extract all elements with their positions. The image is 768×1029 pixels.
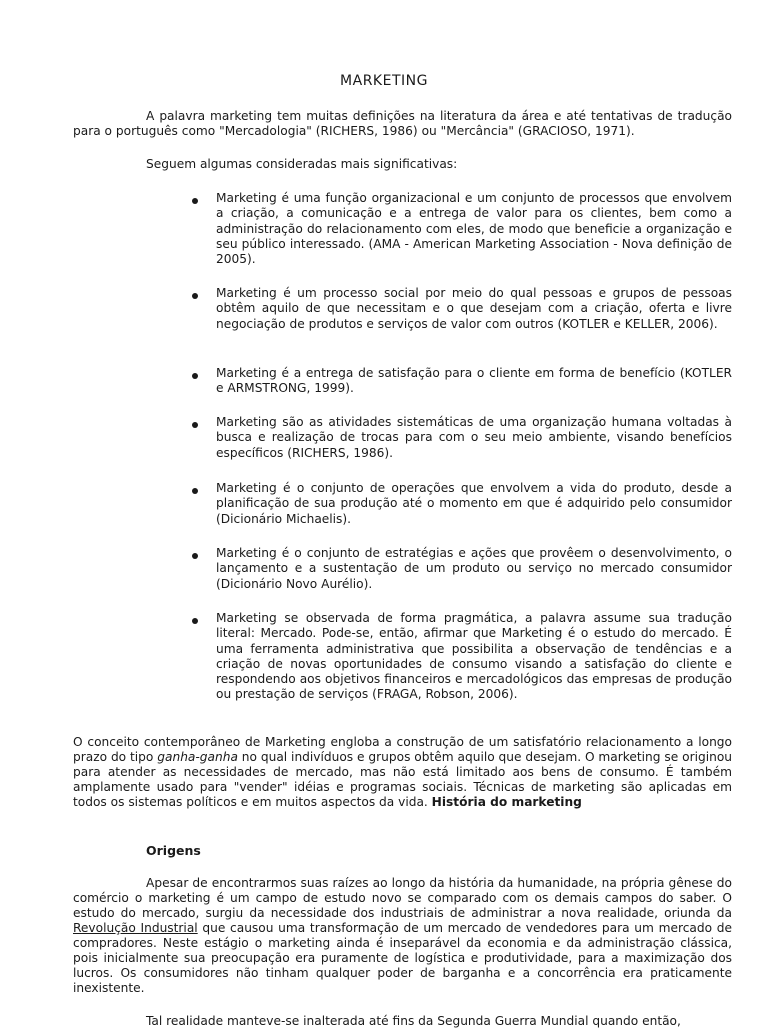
bullet-item-3: Marketing é a entrega de satisfação para o cliente em forma de benefício (KOTLER e ARMSTRONG, 1999). — [216, 366, 732, 396]
history-heading: História do marketing — [431, 795, 582, 809]
bullet-dot — [192, 293, 198, 299]
bullet-item-2: Marketing é um processo social por meio do qual pessoas e grupos de pessoas obtêm aquilo de que necessitam e o que desejam com a criação, oferta e livre negociação de produtos e serviços de valor com outros (KOTLER e KELLER, 2006). — [216, 286, 732, 331]
origens-text-1: Apesar de encontrarmos suas raízes ao longo da história da humanidade, na própria gênese do comércio o marketing é um campo de estudo novo se comparado com os demais campos do saber. O estudo do mercado, surgiu da necessidade dos industriais de administrar a nova realidade, oriunda da — [73, 876, 732, 920]
bullet-item-4: Marketing são as atividades sistemáticas de uma organização humana voltadas à busca e realização de trocas para com o seu meio ambiente, visando benefícios específicos (RICHERS, 1986). — [216, 415, 732, 460]
concept-text-1: O conceito contemporâneo de Marketing engloba a construção de um satisfatório relacionamento a longo prazo do tipo — [73, 735, 732, 764]
origens-paragraph — [73, 876, 732, 996]
bullet-item-5: Marketing é o conjunto de operações que envolvem a vida do produto, desde a planificação de sua produção até o momento em que é adquirido pelo consumidor (Dicionário Michaelis). — [216, 481, 732, 526]
concept-paragraph — [73, 735, 732, 810]
origens-heading: Origens — [146, 843, 201, 858]
cut-paragraph-text: Tal realidade manteve-se inalterada até fins da Segunda Guerra Mundial quando então, — [146, 1014, 681, 1028]
concept-italic: ganha-ganha — [157, 750, 238, 764]
origens-text-2: que causou uma transformação de um mercado de vendedores para um mercado de compradores. Neste estágio o marketing ainda é inseparável da economia e da administração clássica, pois inicialmente sua preocupação era puramente de logística e produtividade, para a maximização dos lucros. Os consumidores não tinham qualquer poder de barganha e a concorrência era praticamente inexistente. — [73, 921, 732, 995]
bullet-item-7: Marketing se observada de forma pragmática, a palavra assume sua tradução literal: Mercado. Pode-se, então, afirmar que Marketing é o estudo do mercado. É uma ferramenta administrativa que possibilita a observação de tendências e a criação de novas oportunidades de consumo visando a satisfação do cliente e respondendo aos objetivos financeiros e mercadológicos das empresas de produção ou prestação de serviços (FRAGA, Robson, 2006). — [216, 611, 732, 702]
bullet-dot — [192, 553, 198, 559]
intro-paragraph-text: A palavra marketing tem muitas definições na literatura da área e até tentativas de tradução para o português como "Mercadologia" (RICHERS, 1986) ou "Mercância" (GRACIOSO, 1971). — [73, 109, 732, 138]
cut-paragraph — [73, 1014, 732, 1029]
revolucao-industrial-link[interactable]: Revolução Industrial — [73, 921, 198, 935]
bullet-item-6: Marketing é o conjunto de estratégias e ações que provêem o desenvolvimento, o lançamento e a sustentação de um produto ou serviço no mercado consumidor (Dicionário Novo Aurélio). — [216, 546, 732, 591]
intro-lead-text: Seguem algumas consideradas mais significativas: — [146, 157, 458, 171]
page-title: MARKETING — [340, 73, 428, 89]
bullet-dot — [192, 488, 198, 494]
intro-lead-paragraph — [73, 157, 732, 172]
bullet-dot — [192, 198, 198, 204]
concept-text-2: no qual indivíduos e grupos obtêm aquilo que desejam. O marketing se originou para atender as necessidades de mercado, mas não está limitado aos bens de consumo. É também amplamente usado para "vender" idéias e programas sociais. Técnicas de marketing são aplicadas em todos os sistemas políticos e em muitos aspectos da vida. — [73, 750, 733, 809]
bullet-item-1: Marketing é uma função organizacional e um conjunto de processos que envolvem a criação, a comunicação e a entrega de valor para os clientes, bem como a administração do relacionamento com eles, de modo que beneficie a organização e seu público interessado. (AMA - American Marketing Association - Nova definição de 2005). — [216, 191, 732, 267]
bullet-dot — [192, 618, 198, 624]
bullet-dot — [192, 373, 198, 379]
intro-paragraph — [73, 109, 732, 139]
bullet-dot — [192, 422, 198, 428]
